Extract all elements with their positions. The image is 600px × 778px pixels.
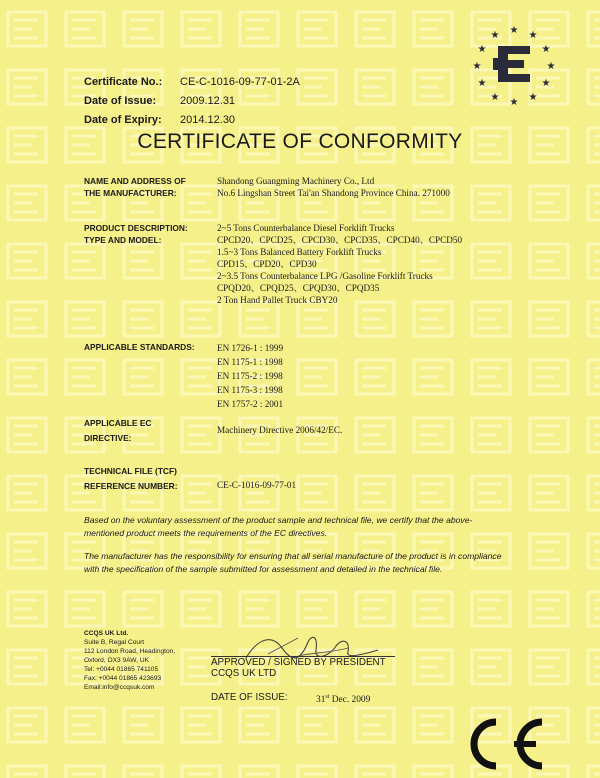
certificate-title: CERTIFICATE OF CONFORMITY (137, 130, 463, 153)
technical-file-label: TECHNICAL FILE (TCF) REFERENCE NUMBER: (84, 466, 178, 491)
manufacturer-label: NAME AND ADDRESS OF THE MANUFACTURER: (84, 176, 186, 198)
date-of-issue-value: 2009.12.31 (180, 95, 236, 107)
date-of-expiry-value: 2014.12.30 (180, 114, 236, 126)
svg-text:★: ★ (541, 44, 551, 55)
svg-text:★: ★ (541, 78, 551, 89)
svg-text:★: ★ (490, 30, 500, 41)
product-line: CPCD20、CPCD25、CPCD30、CPCD35、CPCD40、CPCD50 (217, 235, 463, 245)
ccqs-logo-emblem (466, 22, 562, 106)
directive-value: Machinery Directive 2006/42/EC. (217, 425, 343, 435)
standards-label: APPLICABLE STANDARDS: (84, 342, 195, 352)
date-of-issue-footer-label: DATE OF ISSUE: (211, 692, 288, 703)
svg-text:★: ★ (546, 61, 556, 72)
product-line: 1.5~3 Tons Balanced Battery Forklift Trucks (217, 247, 382, 257)
product-line: CPQD20、CPQD25、CPQD30、CPQD35 (217, 283, 380, 293)
approval-caption: APPROVED / SIGNED BY PRESIDENT CCQS UK LTD (211, 657, 386, 679)
manufacturer-value: Shandong Guangming Machinery Co., Ltd No.6 Lingshan Street Tai'an Shandong Province China. 271000 (217, 176, 450, 198)
standard-item: EN 1757-2 : 2001 (217, 399, 284, 409)
product-label: PRODUCT DESCRIPTION: TYPE AND MODEL: (84, 223, 188, 245)
assessment-statement: Based on the voluntary assessment of the product sample and technical file, we certify that the above-mentioned product meets the requirements of the EC directives. (84, 515, 473, 538)
svg-text:★: ★ (509, 97, 519, 106)
product-list (217, 222, 462, 306)
product-line: 2~5 Tons Counterbalance Diesel Forklift Trucks (217, 223, 395, 233)
date-of-expiry-label: Date of Expiry: (84, 114, 162, 126)
standards-list (217, 341, 283, 411)
technical-file-value: CE-C-1016-09-77-01 (217, 480, 297, 490)
svg-text:★: ★ (472, 61, 482, 72)
e-mark-icon (493, 46, 530, 82)
standard-item: EN 1726-1 : 1999 (217, 343, 284, 353)
responsibility-statement: The manufacturer has the responsibility for ensuring that all serial manufacture of the product is in compliance with the specification of the sample submitted for assessment and detailed in the technical file. (84, 551, 502, 574)
product-line: 2 Ton Hand Pallet Truck CBY20 (217, 295, 338, 305)
svg-text:★: ★ (490, 92, 500, 103)
standard-item: EN 1175-2 : 1998 (217, 371, 283, 381)
date-of-issue-label: Date of Issue: (84, 95, 157, 107)
svg-text:★: ★ (509, 25, 519, 36)
standard-item: EN 1175-1 : 1998 (217, 357, 283, 367)
issuer-name: CCQS UK Ltd. (84, 630, 129, 637)
svg-text:★: ★ (528, 30, 538, 41)
directive-label: APPLICABLE EC DIRECTIVE: (84, 418, 152, 443)
svg-text:★: ★ (477, 78, 487, 89)
standard-item: EN 1175-3 : 1998 (217, 385, 283, 395)
product-line: 2~3.5 Tons Counterbalance LPG /Gasoline Forklift Trucks (217, 271, 433, 281)
date-of-issue-footer-value: 31st Dec. 2009 (316, 694, 371, 706)
svg-text:★: ★ (477, 44, 487, 55)
issuer-address: CCQS UK Ltd. Suite B, Regal Court 112 London Road, Headington, Oxford, OX3 9AW, UK Tel: +0044 01865 741105 Fax: +0044 01865 423693 Email:info@ccqsuk.com (84, 630, 176, 691)
product-line: CPD15、CPD20、CPD30 (217, 259, 317, 269)
svg-text:★: ★ (528, 92, 538, 103)
certificate-no-value: CE-C-1016-09-77-01-2A (180, 76, 300, 88)
certificate-no-label: Certificate No.: (84, 76, 163, 88)
ce-mark-icon (456, 716, 548, 772)
